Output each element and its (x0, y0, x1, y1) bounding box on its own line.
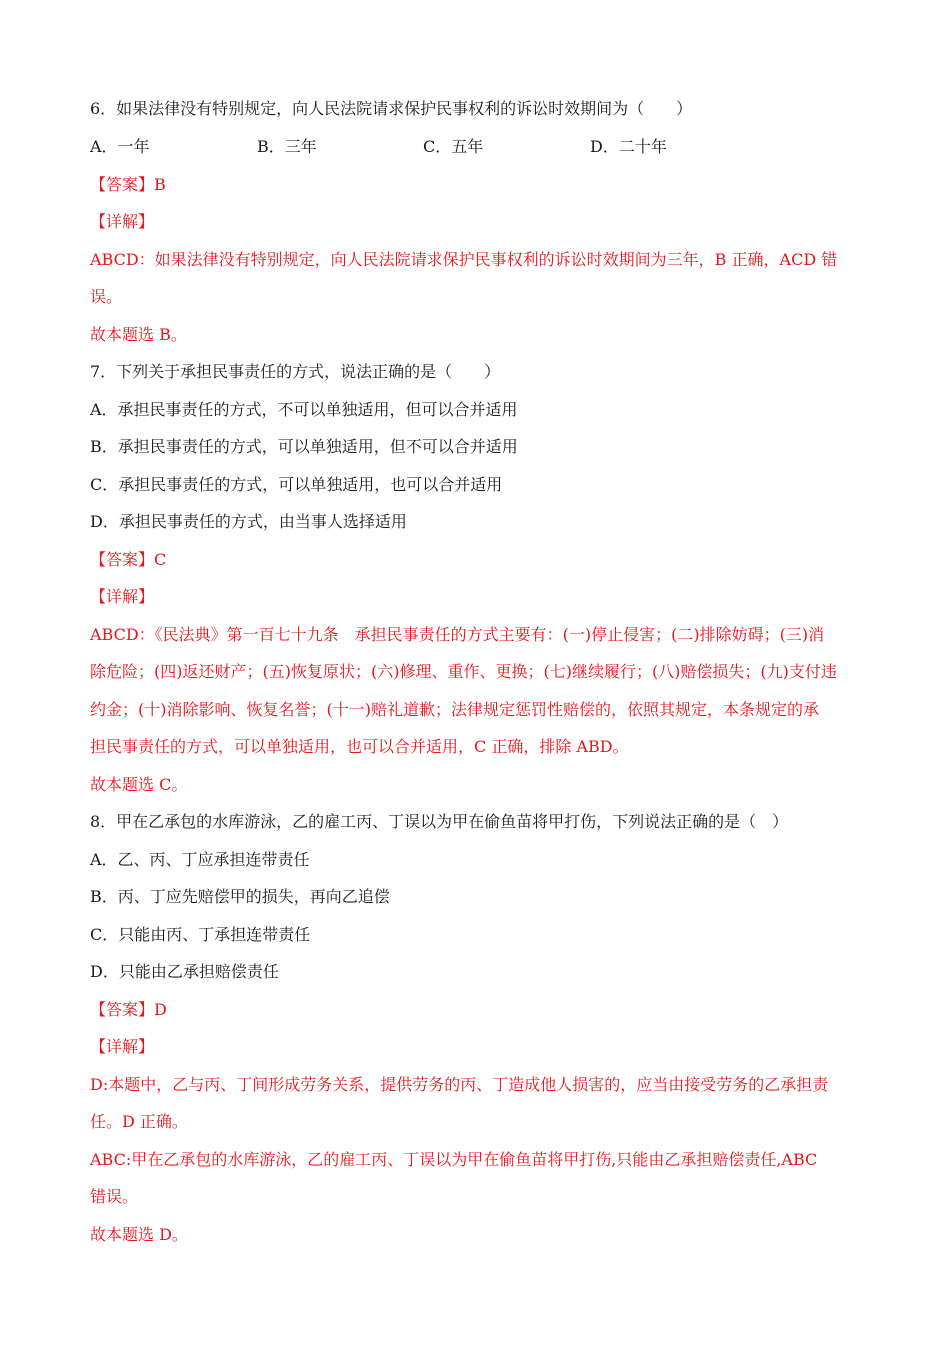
question-6-detail-line: 误。 (90, 287, 123, 306)
question-6-stem: 6．如果法律没有特别规定，向人民法院请求保护民事权利的诉讼时效期间为（ ） (90, 99, 693, 118)
question-7-detail-line: 约金；(十)消除影响、恢复名誉；(十一)赔礼道歉；法律规定惩罚性赔偿的，依照其规定，本条规定的承 (90, 700, 819, 719)
question-8-detail-line: 任。D 正确。 (90, 1112, 188, 1131)
question-7-option-a: A．承担民事责任的方式，不可以单独适用，但可以合并适用 (90, 400, 518, 419)
question-8-detail-line: ABC:甲在乙承包的水库游泳，乙的雇工丙、丁误以为甲在偷鱼苗将甲打伤,只能由乙承担赔偿责任,ABC (90, 1150, 818, 1169)
question-8-option-d: D．只能由乙承担赔偿责任 (90, 962, 279, 981)
question-8-option-a: A．乙、丙、丁应承担连带责任 (90, 850, 310, 869)
question-8-option-c: C．只能由丙、丁承担连带责任 (90, 925, 311, 944)
question-7-detail-line: 担民事责任的方式，可以单独适用，也可以合并适用，C 正确，排除 ABD。 (90, 737, 629, 756)
question-7-detail-line: ABCD：《民法典》第一百七十九条 承担民事责任的方式主要有：(一)停止侵害；(二)排除妨碍；(三)消 (90, 625, 825, 644)
question-7-conclusion: 故本题选 C。 (90, 775, 188, 794)
question-7-option-d: D．承担民事责任的方式，由当事人选择适用 (90, 512, 407, 531)
question-8-detail-line: D:本题中，乙与丙、丁间形成劳务关系，提供劳务的丙、丁造成他人损害的，应当由接受劳务的乙承担责 (90, 1075, 829, 1094)
question-6-detail-line: ABCD：如果法律没有特别规定，向人民法院请求保护民事权利的诉讼时效期间为三年，B 正确，ACD 错 (90, 250, 838, 269)
question-6-option-d: D．二十年 (590, 137, 667, 156)
question-7-answer: 【答案】C (90, 550, 167, 569)
question-8-detail-label: 【详解】 (90, 1037, 155, 1056)
question-8-conclusion: 故本题选 D。 (90, 1225, 188, 1244)
question-8-option-b: B．丙、丁应先赔偿甲的损失，再向乙追偿 (90, 887, 390, 906)
question-7-detail-line: 除危险；(四)返还财产；(五)恢复原状；(六)修理、重作、更换；(七)继续履行；(八)赔偿损失；(九)支付违 (90, 662, 837, 681)
question-7-option-c: C．承担民事责任的方式，可以单独适用，也可以合并适用 (90, 475, 503, 494)
question-6-option-b: B．三年 (257, 137, 317, 156)
question-8-stem: 8．甲在乙承包的水库游泳，乙的雇工丙、丁误以为甲在偷鱼苗将甲打伤，下列说法正确的是（ ） (90, 812, 789, 831)
question-8-detail-line: 错误。 (90, 1187, 139, 1206)
question-8-answer: 【答案】D (90, 1000, 167, 1019)
question-6-detail-label: 【详解】 (90, 212, 155, 231)
document-page (90, 0, 870, 1346)
question-7-option-b: B．承担民事责任的方式，可以单独适用，但不可以合并适用 (90, 437, 518, 456)
question-7-stem: 7．下列关于承担民事责任的方式，说法正确的是（ ） (90, 362, 501, 381)
question-6-options (90, 136, 870, 158)
question-6-answer: 【答案】B (90, 175, 166, 194)
question-6-option-a: A．一年 (90, 137, 150, 156)
question-7-detail-label: 【详解】 (90, 587, 155, 606)
question-6-option-c: C．五年 (423, 137, 484, 156)
question-6-conclusion: 故本题选 B。 (90, 325, 187, 344)
